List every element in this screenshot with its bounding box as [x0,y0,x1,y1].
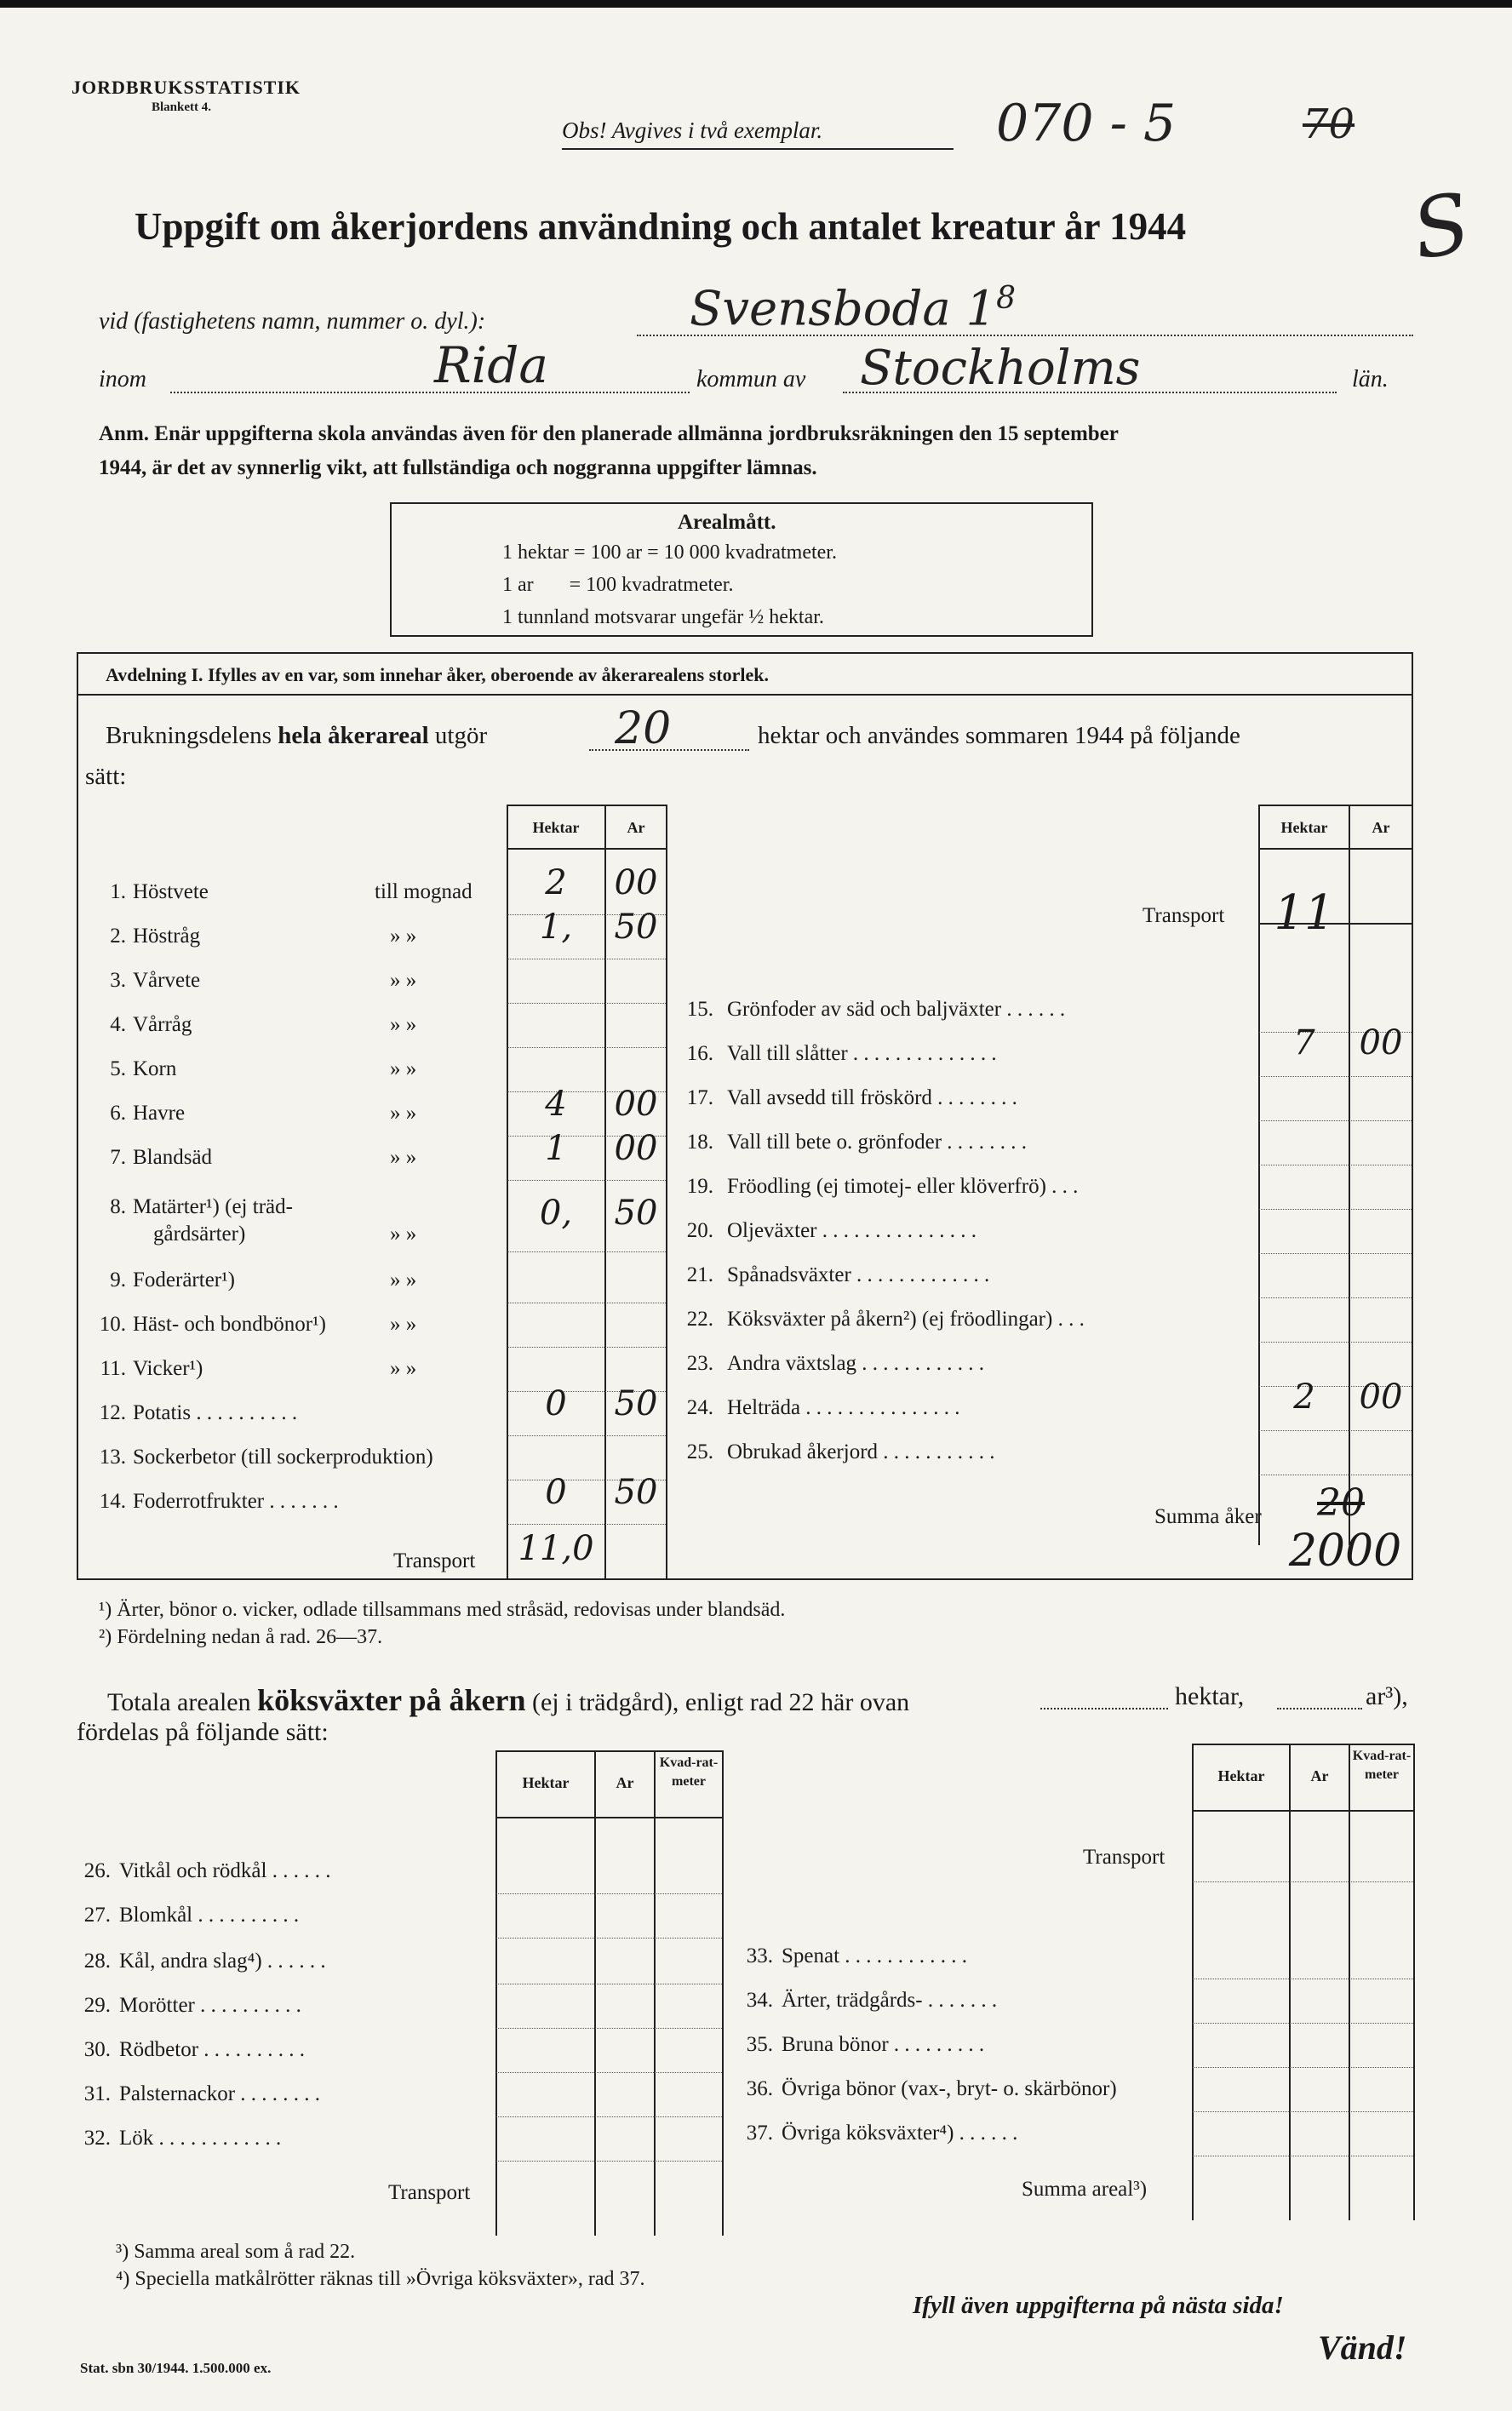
right-row-number: 25. [686,1440,713,1463]
kok-left-label: Lök . . . . . . . . . . . . [119,2127,282,2150]
left-row-number: 3. [110,969,126,992]
left-row-label: Höstvete [133,880,209,903]
left-grid-line [666,805,667,1579]
form-series: JORDBRUKSSTATISTIK [72,77,301,98]
kok-right-number: 35. [746,2033,773,2056]
right-row-rule [1259,1297,1412,1298]
kok-left-rule [496,1938,722,1939]
ditto-mark: » » [390,1057,417,1080]
inom-value: Rida [434,336,548,394]
ditto-mark: » » [390,1313,417,1336]
right-row-rule [1259,1076,1412,1077]
footnote-2: ²) Fördelning nedan å rad. 26—37. [99,1626,383,1648]
left-row-label: Sockerbetor (till sockerproduktion) [133,1446,433,1469]
kok-left-number: 27. [83,1904,111,1927]
section-1-intro: Brukningsdelens hela åkerareal utgör [106,722,488,749]
left-row-label: Foderrotfrukter . . . . . . . [133,1490,339,1513]
left-row-rule [507,1435,666,1436]
kok-left-top [495,1750,722,1752]
kok-right-grid [1349,1744,1350,2220]
left-row-ar: 00 [614,1085,658,1124]
kok-left-col-kvm: Kvad-rat-meter [659,1755,719,1789]
kok-right-top [1192,1744,1413,1745]
kok-right-col-ar: Ar [1310,1767,1329,1784]
copies-note: Obs! Avgives i två exemplar. [562,117,823,143]
kok-right-col-kvm: Kvad-rat-meter [1352,1749,1412,1782]
kok-right-label: Bruna bönor . . . . . . . . . [782,2033,985,2056]
kok-intro-2: fördelas på följande sätt: [77,1718,329,1746]
kok-right-grid [1413,1744,1415,2220]
left-row-label: Höstråg [133,925,201,948]
right-row-label: Spånadsväxter . . . . . . . . . . . . . [727,1263,990,1286]
left-row-hektar: 0 [545,1473,567,1512]
mognad-label: till mognad [375,880,472,903]
left-row-label: Potatis . . . . . . . . . . [133,1401,298,1424]
right-row-label: Andra växtslag . . . . . . . . . . . . [727,1352,985,1375]
kommun-label: kommun av [696,366,806,392]
left-row-label: Korn [133,1057,177,1080]
left-row-label: Blandsäd [133,1146,213,1169]
left-row-number: 9. [110,1268,126,1291]
kok-left-label: Vitkål och rödkål . . . . . . [119,1859,331,1882]
left-row-label: Vicker¹) [133,1357,203,1380]
right-row-label: Vall till bete o. grönfoder . . . . . . . . [727,1131,1028,1154]
kok-left-label: Kål, andra slag⁴) . . . . . . [119,1950,326,1973]
form-number: Blankett 4. [152,100,212,114]
left-row-label-cont: gårdsärter) [153,1223,246,1246]
right-row-number: 22. [686,1308,713,1331]
kok-right-grid [1192,1744,1194,2220]
left-row-number: 13. [99,1446,126,1469]
kok-left-rule [496,1893,722,1894]
handwritten-letter: S [1405,175,1477,278]
footnote-1: ¹) Ärter, bönor o. vicker, odlade tillsammans med stråsäd, redovisas under blandsäd. [99,1599,786,1621]
right-row-rule [1259,1120,1412,1121]
handwritten-reference: 070 - 5 [996,94,1177,153]
ditto-mark: » » [390,1223,417,1246]
ditto-mark: » » [390,969,417,992]
left-row-rule [507,1524,666,1525]
section-1-heading-rule [77,694,1413,696]
left-row-hektar: 2 [545,863,567,902]
kok-right-number: 37. [746,2122,773,2145]
left-row-rule [507,1347,666,1348]
left-row-rule [507,1180,666,1181]
kok-hektar-label: hektar, [1175,1682,1245,1710]
kok-left-grid [722,1750,724,2236]
note-underline [562,148,954,150]
areal-title: Arealmått. [678,511,776,534]
kok-left-number: 28. [83,1950,111,1973]
right-row-hektar: 2 [1293,1377,1315,1417]
right-col-ar: Ar [1372,819,1390,836]
left-row-number: 8. [110,1195,126,1218]
left-row-ar: 00 [614,1129,658,1168]
inom-label: inom [99,366,146,392]
right-row-label: Fröodling (ej timotej- eller klöverfrö) . . . [727,1175,1079,1198]
right-row-hektar: 7 [1293,1023,1315,1062]
left-transport-value: 11,0 [518,1529,594,1568]
kok-left-rule [496,2028,722,2029]
right-row-label: Vall till slåtter . . . . . . . . . . . . . . [727,1042,997,1065]
kok-hektar-dotline [1040,1708,1168,1709]
left-row-ar: 50 [614,1194,658,1233]
ditto-mark: » » [390,1357,417,1380]
right-row-rule [1259,1209,1412,1210]
kok-ar-dotline [1277,1708,1362,1709]
right-row-rule [1259,1253,1412,1254]
kok-right-col-hektar: Hektar [1217,1767,1265,1784]
right-transport-label: Transport [1143,904,1225,927]
kok-left-number: 31. [83,2082,111,2105]
kok-left-grid [594,1750,596,2236]
right-row-number: 17. [686,1086,713,1109]
kok-left-label: Palsternackor . . . . . . . . [119,2082,321,2105]
kok-left-rule [496,2072,722,2073]
kok-right-rule [1193,2111,1413,2112]
kok-right-rule [1193,2023,1413,2024]
left-row-ar: 50 [614,1473,658,1512]
right-grid-line [1349,805,1350,1545]
summa-struck-value: 20 [1317,1481,1365,1525]
right-row-rule [1259,1342,1412,1343]
left-row-hektar: 0, [539,1194,573,1233]
right-row-number: 19. [686,1175,713,1198]
right-row-number: 24. [686,1396,713,1419]
property-value: Svensboda $1^8$ [690,281,1017,337]
ditto-mark: » » [390,1146,417,1169]
kok-right-label: Ärter, trädgårds- . . . . . . . [782,1989,998,2012]
kok-left-label: Morötter . . . . . . . . . . [119,1994,301,2017]
left-row-label: Vårvete [133,969,201,992]
right-row-number: 18. [686,1131,713,1154]
kok-right-number: 36. [746,2077,773,2100]
left-row-rule [507,1047,666,1048]
kok-left-rule [496,2161,722,2162]
right-row-number: 23. [686,1352,713,1375]
kok-right-transport: Transport [1083,1846,1166,1869]
left-transport-label: Transport [393,1549,476,1572]
kok-intro: Totala arealen köksväxter på åkern (ej i trädgård), enligt rad 22 här ovan [107,1683,910,1717]
footnote-4: ⁴) Speciella matkålrötter räknas till »Övriga köksväxter», rad 37. [116,2268,645,2290]
kok-right-number: 34. [746,1989,773,2012]
right-transport-rule [1258,923,1412,925]
ditto-mark: » » [390,925,417,948]
left-row-rule [507,1251,666,1252]
kok-left-label: Rödbetor . . . . . . . . . . [119,2038,306,2061]
kok-left-number: 26. [83,1859,111,1882]
left-row-rule [507,1003,666,1004]
kok-left-col-ar: Ar [616,1774,634,1791]
page-title: Uppgift om åkerjordens användning och antalet kreatur år 1944 [135,205,1187,248]
kok-right-label: Övriga köksväxter⁴) . . . . . . [782,2122,1018,2145]
right-row-label: Helträda . . . . . . . . . . . . . . . [727,1396,960,1419]
kok-summa-areal: Summa areal³) [1022,2178,1148,2201]
kok-right-rule [1193,2067,1413,2068]
left-row-number: 5. [110,1057,126,1080]
ditto-mark: » » [390,1268,417,1291]
right-grid-header-rule [1258,848,1412,850]
right-row-number: 20. [686,1219,713,1242]
ditto-mark: » » [390,1013,417,1036]
left-row-number: 10. [99,1313,126,1336]
left-row-number: 6. [110,1102,126,1125]
right-row-label: Obrukad åkerjord . . . . . . . . . . . [727,1440,995,1463]
left-row-number: 4. [110,1013,126,1036]
left-row-ar: 50 [614,908,658,947]
right-row-label: Köksväxter på åkern²) (ej fröodlingar) . . . [727,1308,1085,1331]
left-row-ar: 50 [614,1384,658,1423]
right-row-number: 15. [686,998,713,1021]
left-col-hektar: Hektar [532,819,580,836]
left-row-label: Häst- och bondbönor¹) [133,1313,326,1336]
turn-page: Vänd! [1318,2328,1407,2367]
right-row-number: 21. [686,1263,713,1286]
kok-right-label: Övriga bönor (vax-, bryt- o. skärbönor) [782,2077,1117,2100]
kok-left-number: 29. [83,1994,111,2017]
section-1-intro-3: sätt: [85,763,127,790]
left-row-hektar: 1, [539,908,573,947]
inom-dotline [170,392,690,393]
section-1-heading: Avdelning I. Ifylles av en var, som innehar åker, oberoende av åkerarealens storlek. [106,664,769,685]
kok-left-transport: Transport [388,2181,471,2204]
left-row-ar: 00 [614,863,658,902]
left-row-number: 14. [99,1490,126,1513]
left-row-label: Foderärter¹) [133,1268,235,1291]
right-row-label: Oljeväxter . . . . . . . . . . . . . . . [727,1219,977,1242]
left-grid-top [507,805,666,806]
left-row-label: Matärter¹) (ej träd- [133,1195,293,1218]
kok-right-number: 33. [746,1944,773,1967]
kok-right-transport-rule [1193,1881,1413,1882]
areal-line-3: 1 tunnland motsvarar ungefär ½ hektar. [502,606,824,628]
fill-next-page: Ifyll även uppgifterna på nästa sida! [913,2292,1284,2319]
right-row-label: Vall avsedd till fröskörd . . . . . . . . [727,1086,1017,1109]
left-row-hektar: 1 [545,1129,567,1168]
kok-right-header-rule [1192,1810,1413,1812]
left-row-number: 7. [110,1146,126,1169]
top-border [0,0,1512,8]
kok-left-number: 30. [83,2038,111,2061]
total-area-value: 20 [615,703,672,754]
kok-right-label: Spenat . . . . . . . . . . . . [782,1944,968,1967]
summa-aker-label: Summa åker [1154,1505,1262,1528]
left-row-number: 2. [110,925,126,948]
lan-label: län. [1352,366,1389,392]
left-row-number: 11. [100,1357,126,1380]
areal-line-1: 1 hektar = 100 ar = 10 000 kvadratmeter. [502,541,837,564]
areal-line-2: 1 ar = 100 kvadratmeter. [502,574,734,596]
summa-aker-value: 2000 [1288,1526,1402,1577]
left-grid-header-rule [507,848,666,850]
left-row-hektar: 4 [545,1085,567,1124]
right-grid-top [1258,805,1412,806]
ditto-mark: » » [390,1102,417,1125]
footnote-3: ³) Samma areal som å rad 22. [116,2241,356,2263]
section-1-intro-2: hektar och användes sommaren 1944 på följande [758,722,1240,749]
kok-left-rule [496,2116,722,2117]
kok-left-header-rule [495,1817,722,1818]
left-row-label: Vårråg [133,1013,192,1036]
lan-value: Stockholms [860,341,1141,396]
print-info: Stat. sbn 30/1944. 1.500.000 ex. [80,2360,272,2376]
anm-line-1: Anm. Enär uppgifterna skola användas även för den planerade allmänna jordbruksräkningen den 15 september [99,422,1119,445]
left-row-label: Havre [133,1102,186,1125]
right-row-number: 16. [686,1042,713,1065]
kok-left-label: Blomkål . . . . . . . . . . [119,1904,300,1927]
right-col-hektar: Hektar [1280,819,1328,836]
handwritten-number: 70 [1303,100,1355,148]
kok-right-grid [1289,1744,1291,2220]
left-row-number: 12. [99,1401,126,1424]
kok-left-number: 32. [83,2127,111,2150]
right-row-label: Grönfoder av säd och baljväxter . . . . . . [727,998,1066,1021]
right-row-ar: 00 [1359,1023,1403,1062]
right-row-ar: 00 [1359,1377,1403,1417]
property-label: vid (fastighetens namn, nummer o. dyl.): [99,308,486,335]
right-row-rule [1259,1430,1412,1431]
anm-line-2: 1944, är det av synnerlig vikt, att fullständiga och noggranna uppgifter lämnas. [99,456,817,479]
kok-left-grid [654,1750,656,2236]
kok-left-grid [495,1750,497,2236]
left-row-number: 1. [110,880,126,903]
kok-left-col-hektar: Hektar [522,1774,570,1791]
right-grid-line [1412,805,1413,1545]
kok-ar-label: ar³), [1366,1682,1408,1710]
left-col-ar: Ar [627,819,645,836]
right-transport-value: 11 [1274,885,1335,941]
left-row-hektar: 0 [545,1384,567,1423]
